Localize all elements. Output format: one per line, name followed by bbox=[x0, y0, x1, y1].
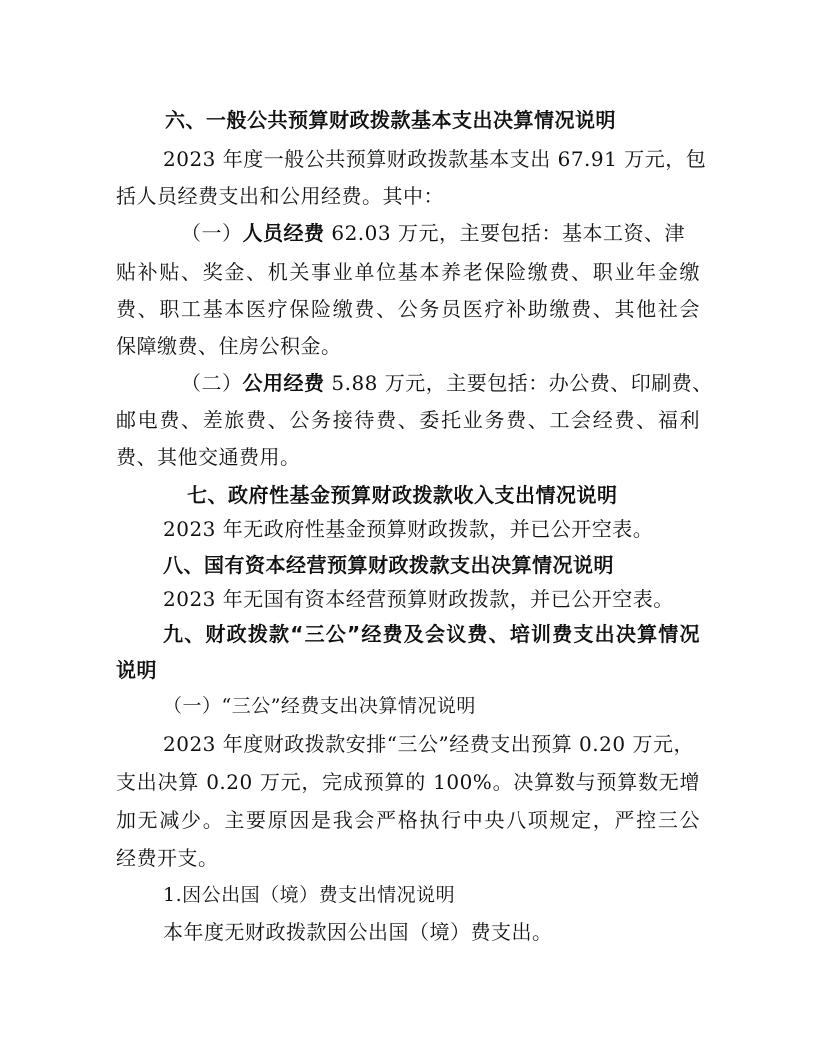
section-6-para-line-1: 2023 年度一般公共预算财政拨款基本支出 67.91 万元，包 bbox=[163, 147, 707, 171]
section-8-heading: 八、国有资本经营预算财政拨款支出决算情况说明 bbox=[163, 553, 614, 577]
section-6-para-line-2: 括人员经费支出和公用经费。其中： bbox=[116, 184, 444, 208]
three-public-para-line-1: 2023 年度财政拨款安排“三公”经费支出预算 0.20 万元， bbox=[163, 732, 694, 756]
public-label: 公用经费 bbox=[242, 371, 325, 395]
personnel-label: 人员经费 bbox=[242, 221, 325, 245]
section-6-heading: 六、一般公共预算财政拨款基本支出决算情况说明 bbox=[165, 108, 616, 132]
section-7-heading: 七、政府性基金预算财政拨款收入支出情况说明 bbox=[187, 483, 618, 507]
public-expense-line-1 bbox=[181, 369, 713, 397]
three-public-subheading: （一）“三公”经费支出决算情况说明 bbox=[163, 695, 476, 717]
public-line-1-rest: 5.88 万元，主要包括：办公费、印刷费、 bbox=[324, 371, 713, 395]
three-public-para-line-3: 加无减少。主要原因是我会严格执行中央八项规定，严控三公 bbox=[116, 808, 700, 832]
personnel-expense-line-1 bbox=[181, 219, 685, 247]
personnel-expense-line-3: 费、职工基本医疗保险缴费、公务员医疗补助缴费、其他社会 bbox=[116, 297, 700, 321]
personnel-prefix: （一） bbox=[181, 221, 243, 245]
three-public-para-line-4: 经费开支。 bbox=[116, 846, 219, 870]
personnel-expense-line-4: 保障缴费、住房公积金。 bbox=[116, 334, 342, 358]
three-public-para-line-2: 支出决算 0.20 万元，完成预算的 100%。决算数与预算数无增 bbox=[116, 770, 700, 794]
personnel-expense-line-2: 贴补贴、奖金、机关事业单位基本养老保险缴费、职业年金缴 bbox=[116, 260, 700, 284]
overseas-trip-text: 本年度无财政拨款因公出国（境）费支出。 bbox=[163, 920, 553, 944]
public-prefix: （二） bbox=[181, 371, 243, 395]
personnel-line-1-rest: 62.03 万元，主要包括：基本工资、津 bbox=[324, 221, 685, 245]
public-expense-line-3: 费、其他交通费用。 bbox=[116, 445, 301, 469]
section-9-heading-line-1: 九、财政拨款“三公”经费及会议费、培训费支出决算情况 bbox=[163, 622, 700, 646]
section-8-text: 2023 年无国有资本经营预算财政拨款，并已公开空表。 bbox=[163, 587, 674, 611]
section-7-text: 2023 年无政府性基金预算财政拨款，并已公开空表。 bbox=[163, 517, 654, 541]
public-expense-line-2: 邮电费、差旅费、公务接待费、委托业务费、工会经费、福利 bbox=[116, 408, 700, 432]
overseas-trip-title: 1.因公出国（境）费支出情况说明 bbox=[163, 884, 456, 906]
section-9-heading-line-2: 说明 bbox=[116, 658, 157, 682]
